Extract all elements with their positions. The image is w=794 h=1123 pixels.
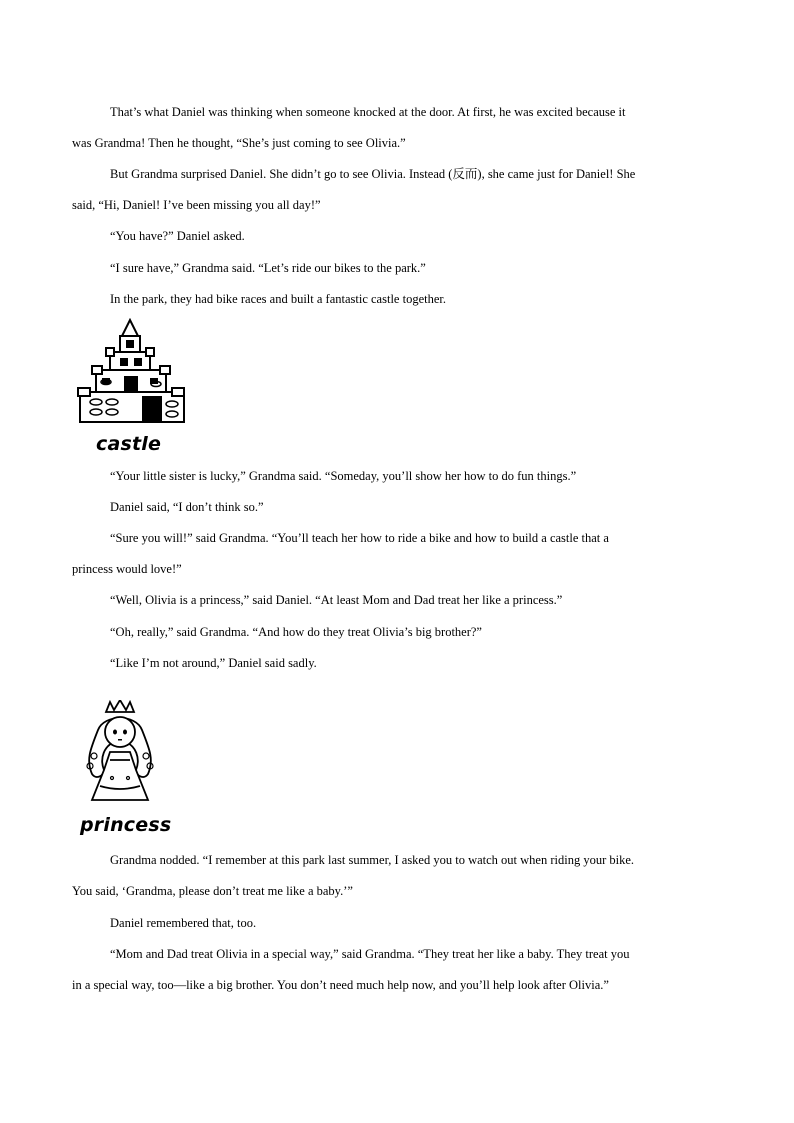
paragraph-1-line-2: was Grandma! Then he thought, “She’s just coming to see Olivia.” <box>72 136 406 150</box>
paragraph-12-line-1: Grandma nodded. “I remember at this park last summer, I asked you to watch out when riding your bike. <box>110 853 635 867</box>
paragraph-8-line-1: “Sure you will!” said Grandma. “You’ll teach her how to ride a bike and how to build a castle that a <box>110 531 609 545</box>
castle-illustration <box>76 318 186 428</box>
paragraph-11: “Like I’m not around,” Daniel said sadly. <box>110 656 317 670</box>
paragraph-9: “Well, Olivia is a princess,” said Daniel. “At least Mom and Dad treat her like a princess.” <box>110 593 563 607</box>
paragraph-14-line-2: in a special way, too—like a big brother. You don’t need much help now, and you’ll help look after Olivia.” <box>72 978 609 992</box>
paragraph-8-line-2: princess would love!” <box>72 562 182 576</box>
paragraph-5: In the park, they had bike races and built a fantastic castle together. <box>110 292 446 306</box>
princess-caption: princess <box>80 814 172 836</box>
castle-icon <box>76 318 186 428</box>
paragraph-3: “You have?” Daniel asked. <box>110 229 245 243</box>
paragraph-2-line-1: But Grandma surprised Daniel. She didn’t go to see Olivia. Instead (反而), she came just for Daniel! She <box>110 167 636 181</box>
castle-caption: castle <box>96 433 162 455</box>
paragraph-14-line-1: “Mom and Dad treat Olivia in a special way,” said Grandma. “They treat her like a baby. They treat you <box>110 947 630 961</box>
paragraph-13: Daniel remembered that, too. <box>110 916 257 930</box>
paragraph-4: “I sure have,” Grandma said. “Let’s ride our bikes to the park.” <box>110 261 426 275</box>
paragraph-12-line-2: You said, ‘Grandma, please don’t treat me like a baby.’” <box>72 884 353 898</box>
paragraph-6: “Your little sister is lucky,” Grandma said. “Someday, you’ll show her how to do fun things.” <box>110 469 577 483</box>
princess-illustration <box>80 700 160 808</box>
paragraph-1-line-1: That’s what Daniel was thinking when someone knocked at the door. At first, he was excited because it <box>110 105 626 119</box>
paragraph-10: “Oh, really,” said Grandma. “And how do they treat Olivia’s big brother?” <box>110 625 482 639</box>
paragraph-2-line-2: said, “Hi, Daniel! I’ve been missing you all day!” <box>72 198 321 212</box>
paragraph-7: Daniel said, “I don’t think so.” <box>110 500 264 514</box>
princess-icon <box>80 700 160 808</box>
